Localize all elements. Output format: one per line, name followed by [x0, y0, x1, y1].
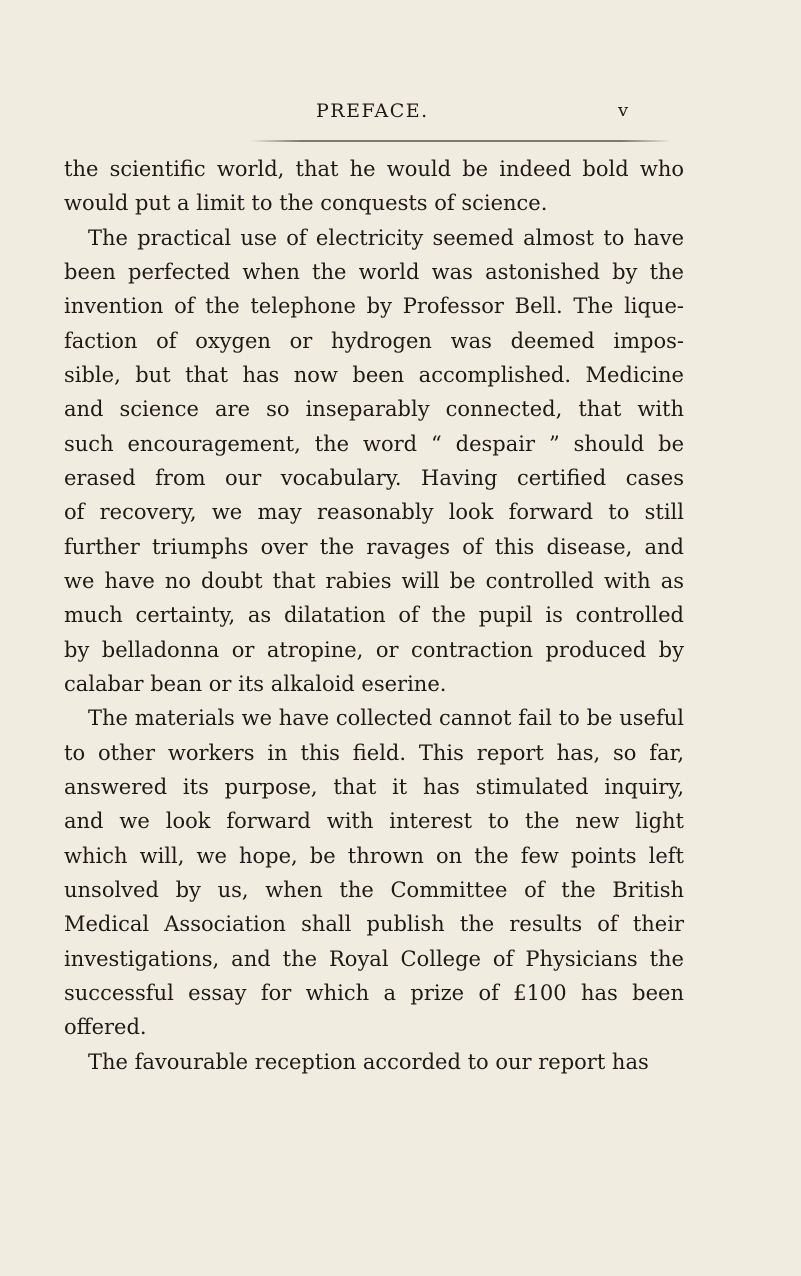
text-line: invention of the telephone by Professor Bell. The lique- — [64, 294, 684, 319]
text-line: answered its purpose, that it has stimulated inquiry, — [64, 774, 684, 799]
text-line: of recovery, we may reasonably look forward to still — [64, 500, 684, 525]
text-line: much certainty, as dilatation of the pupil is controlled — [64, 603, 684, 628]
text-line: we have no doubt that rabies will be controlled with as — [64, 568, 684, 593]
text-line: calabar bean or its alkaloid eserine. — [64, 671, 447, 696]
text-line: The practical use of electricity seemed almost to have — [88, 225, 684, 250]
text-line: successful essay for which a prize of £100 has been — [64, 980, 684, 1005]
text-line: such encouragement, the word “ despair ” should be — [64, 431, 684, 456]
text-line: Medical Association shall publish the results of their — [64, 912, 684, 937]
header-rule — [250, 140, 672, 142]
text-line: to other workers in this field. This report has, so far, — [64, 740, 684, 765]
text-line: unsolved by us, when the Committee of the British — [64, 877, 684, 902]
text-line: by belladonna or atropine, or contraction produced by — [64, 637, 684, 662]
text-line: sible, but that has now been accomplished. Medicine — [64, 362, 684, 387]
text-line: faction of oxygen or hydrogen was deemed impos- — [64, 328, 684, 353]
text-line: The favourable reception accorded to our report has — [88, 1049, 649, 1074]
text-line: which will, we hope, be thrown on the few points left — [64, 843, 684, 868]
page-header — [0, 100, 801, 132]
text-line: and science are so inseparably connected, that with — [64, 397, 684, 422]
text-line: investigations, and the Royal College of Physicians the — [64, 946, 684, 971]
text-line: been perfected when the world was astonished by the — [64, 259, 684, 284]
body-text — [64, 152, 684, 1079]
text-line: erased from our vocabulary. Having certified cases — [64, 465, 684, 490]
running-head: PREFACE. — [316, 100, 429, 122]
text-line: further triumphs over the ravages of this disease, and — [64, 534, 684, 559]
text-line: would put a limit to the conquests of science. — [64, 191, 548, 216]
text-line: the scientific world, that he would be indeed bold who — [64, 157, 684, 181]
page-number: v — [618, 100, 629, 121]
text-line: and we look forward with interest to the new light — [64, 809, 684, 834]
text-line: offered. — [64, 1015, 147, 1040]
text-line: The materials we have collected cannot fail to be useful — [88, 706, 684, 731]
